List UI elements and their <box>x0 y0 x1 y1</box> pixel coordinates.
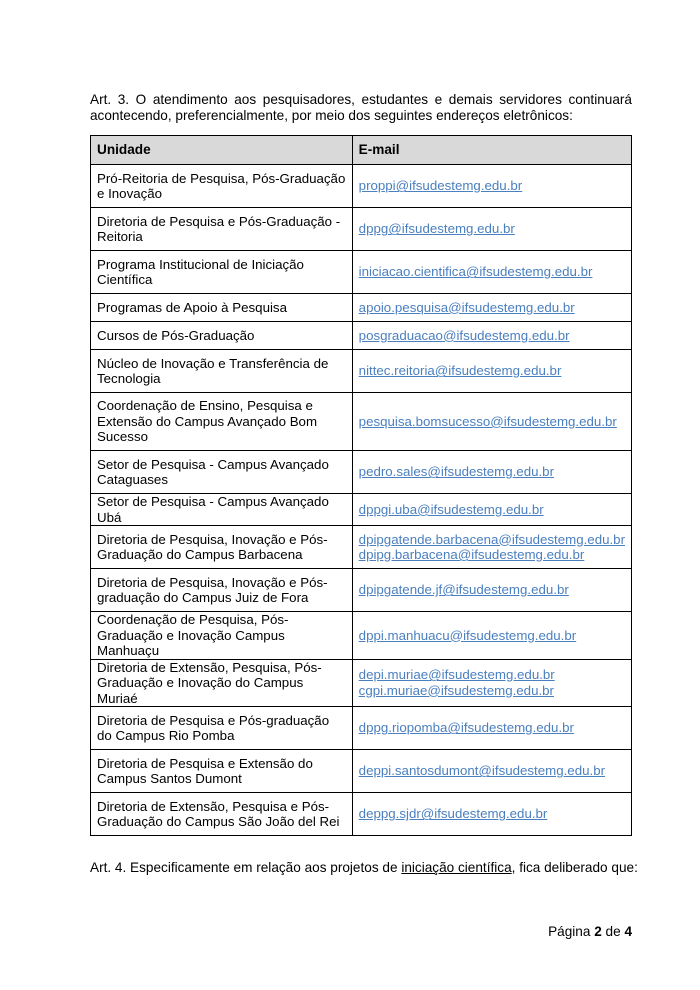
unit-cell: Diretoria de Pesquisa e Extensão do Campus Santos Dumont <box>91 750 353 793</box>
unit-cell: Diretoria de Pesquisa, Inovação e Pós-Graduação do Campus Barbacena <box>91 526 353 569</box>
email-link[interactable]: dpipg.barbacena@ifsudestemg.edu.br <box>358 547 585 562</box>
header-unidade: Unidade <box>91 136 353 165</box>
table-header-row <box>91 136 632 165</box>
header-email: E-mail <box>352 136 631 165</box>
unit-cell: Coordenação de Ensino, Pesquisa e Extensão do Campus Avançado Bom Sucesso <box>91 393 353 451</box>
email-link[interactable]: pedro.sales@ifsudestemg.edu.br <box>358 464 555 480</box>
page-current: 2 <box>594 924 602 939</box>
unit-cell: Diretoria de Pesquisa e Pós-graduação do Campus Rio Pomba <box>91 707 353 750</box>
email-link[interactable]: pesquisa.bomsucesso@ifsudestemg.edu.br <box>358 413 617 429</box>
iniciacao-cientifica-link[interactable]: iniciação científica <box>401 860 512 875</box>
table-row <box>91 165 632 208</box>
email-cell <box>352 165 631 208</box>
unit-cell: Diretoria de Extensão, Pesquisa, Pós-Graduação e Inovação do Campus Muriaé <box>91 659 353 707</box>
table-row <box>91 494 632 526</box>
table-row <box>91 612 632 660</box>
table-row <box>91 393 632 451</box>
email-link[interactable]: dppg.riopomba@ifsudestemg.edu.br <box>358 720 574 736</box>
unit-cell: Diretoria de Pesquisa e Pós-Graduação - Reitoria <box>91 208 353 251</box>
email-cell <box>352 451 631 494</box>
email-link[interactable]: cgpi.muriae@ifsudestemg.edu.br <box>358 682 554 698</box>
unit-cell: Pró-Reitoria de Pesquisa, Pós-Graduação e Inovação <box>91 165 353 208</box>
article-4-text-start: Art. 4. Especificamente em relação aos projetos de <box>90 860 402 875</box>
email-cell <box>352 350 631 393</box>
email-cell <box>352 793 631 836</box>
unit-cell: Setor de Pesquisa - Campus Avançado Ubá <box>91 494 353 526</box>
article-3-paragraph: Art. 3. O atendimento aos pesquisadores, estudantes e demais servidores continuará acontecendo, preferencialmente, por meio dos seguintes endereços eletrônicos: <box>90 92 632 123</box>
table-row <box>91 322 632 350</box>
table-row <box>91 294 632 322</box>
table-row <box>91 451 632 494</box>
email-link[interactable]: dppg@ifsudestemg.edu.br <box>358 221 515 237</box>
unit-cell: Cursos de Pós-Graduação <box>91 322 353 350</box>
email-cell <box>352 208 631 251</box>
email-link[interactable]: depi.muriae@ifsudestemg.edu.br <box>358 667 555 683</box>
email-cell <box>352 393 631 451</box>
email-cell <box>352 251 631 294</box>
unit-cell: Coordenação de Pesquisa, Pós-Graduação e Inovação Campus Manhuaçu <box>91 612 353 660</box>
table-row <box>91 208 632 251</box>
article-4-text-end: , fica deliberado que: <box>511 860 638 875</box>
email-link[interactable]: dppgi.uba@ifsudestemg.edu.br <box>358 501 544 517</box>
table-row <box>91 569 632 612</box>
of-word: de <box>605 924 621 939</box>
email-link[interactable]: dppi.manhuacu@ifsudestemg.edu.br <box>358 627 577 643</box>
unit-cell: Diretoria de Extensão, Pesquisa e Pós-Graduação do Campus São João del Rei <box>91 793 353 836</box>
email-link[interactable]: iniciacao.cientifica@ifsudestemg.edu.br <box>358 264 593 280</box>
page-word: Página <box>548 924 591 939</box>
table-row <box>91 251 632 294</box>
table-row <box>91 526 632 569</box>
email-cell <box>352 707 631 750</box>
unit-cell: Núcleo de Inovação e Transferência de Tecnologia <box>91 350 353 393</box>
email-link[interactable]: posgraduacao@ifsudestemg.edu.br <box>358 327 570 343</box>
unit-cell: Diretoria de Pesquisa, Inovação e Pós-graduação do Campus Juiz de Fora <box>91 569 353 612</box>
page-number <box>548 924 632 939</box>
unit-cell: Programa Institucional de Iniciação Científica <box>91 251 353 294</box>
email-cell <box>352 494 631 526</box>
email-cell <box>352 526 631 569</box>
email-cell <box>352 294 631 322</box>
unit-cell: Setor de Pesquisa - Campus Avançado Cataguases <box>91 451 353 494</box>
email-cell <box>352 569 631 612</box>
email-link[interactable]: dpipgatende.barbacena@ifsudestemg.edu.br <box>358 531 625 547</box>
table-row <box>91 350 632 393</box>
unit-cell: Programas de Apoio à Pesquisa <box>91 294 353 322</box>
email-cell <box>352 659 631 707</box>
email-link[interactable]: deppi.santosdumont@ifsudestemg.edu.br <box>358 763 606 779</box>
email-link[interactable]: nittec.reitoria@ifsudestemg.edu.br <box>358 363 562 379</box>
contact-table <box>90 135 632 836</box>
page-total: 4 <box>624 924 632 939</box>
table-row <box>91 707 632 750</box>
email-link[interactable]: apoio.pesquisa@ifsudestemg.edu.br <box>358 299 575 315</box>
table-row <box>91 659 632 707</box>
email-link[interactable]: deppg.sjdr@ifsudestemg.edu.br <box>358 806 548 822</box>
email-cell <box>352 750 631 793</box>
email-cell <box>352 322 631 350</box>
email-link[interactable]: dpipgatende.jf@ifsudestemg.edu.br <box>358 582 569 598</box>
email-cell <box>352 612 631 660</box>
table-row <box>91 750 632 793</box>
article-4-paragraph <box>90 860 638 876</box>
email-link[interactable]: proppi@ifsudestemg.edu.br <box>358 178 523 194</box>
table-row <box>91 793 632 836</box>
